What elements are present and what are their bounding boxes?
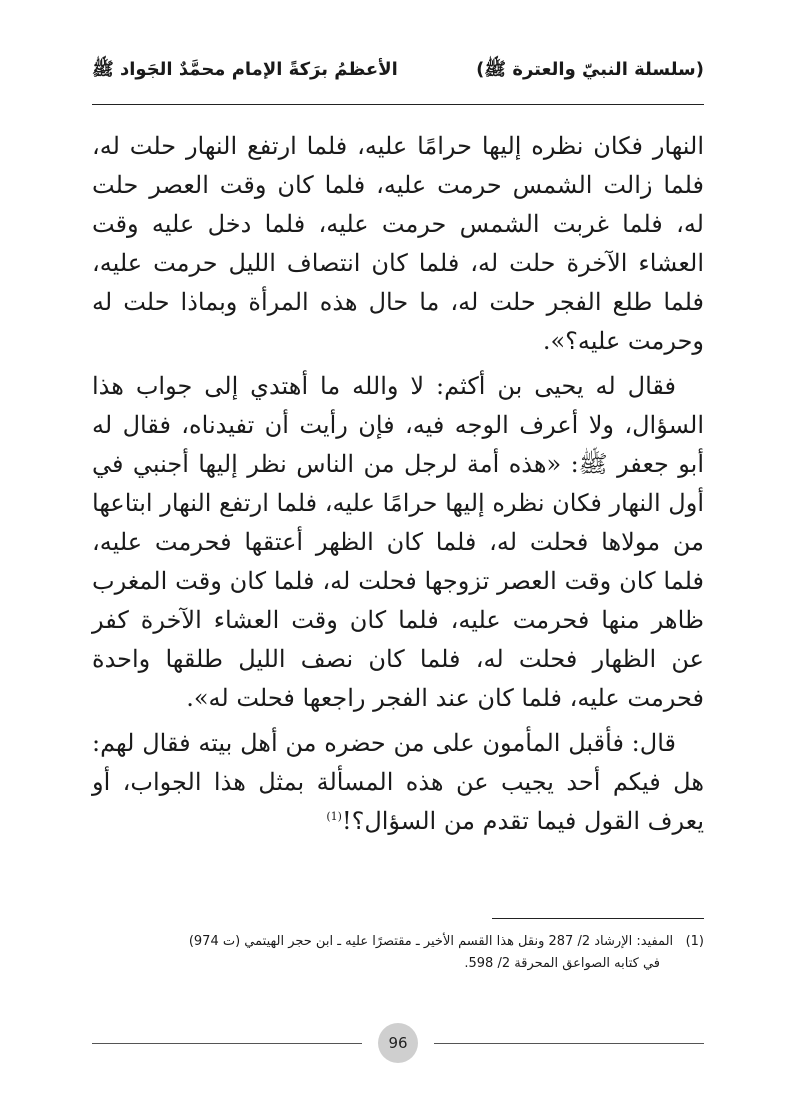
page-footer <box>92 1022 704 1062</box>
paragraph-2: فقال له يحيى بن أكثم: لا والله ما أهتدي إلى جواب هذا السؤال، ولا أعرف الوجه فيه، فإن رأيت أن تفيدناه، فقال له أبو جعفر ﷺ: «هذه أمة لرجل من الناس نظر إليها أجنبي في أول النهار فكان نظره إليها حرامًا عليه، فلما ارتفع النهار ابتاعها من مولاها فحلت له، فلما كان الظهر أعتقها فحرمت عليه، فلما كان وقت العصر تزوجها فحلت له، فلما كان وقت المغرب ظاهر منها فحرمت عليه، فلما كان وقت العشاء الآخرة كفر عن الظهار فحلت له، فلما كان نصف الليل طلقها واحدة فحرمت عليه، فلما كان عند الفجر راجعها فحلت له». <box>92 372 705 712</box>
running-header <box>92 52 704 92</box>
paragraph-1: النهار فكان نظره إليها حرامًا عليه، فلما ارتفع النهار حلت له، فلما زالت الشمس حرمت عليه، فلما كان وقت العصر حلت له، فلما غربت الشمس حرمت عليه، فلما دخل عليه وقت العشاء الآخرة حلت له، فلما كان انتصاف الليل حرمت عليه، فلما طلع الفجر حلت له، ما حال هذه المرأة وبماذا حلت له وحرمت عليه؟». <box>92 132 704 355</box>
main-text <box>92 127 704 847</box>
footnote-line-1 <box>92 931 704 953</box>
footnote-number: (1) <box>685 934 704 949</box>
page-number: 96 <box>378 1023 418 1063</box>
footnote-line-2: في كتابه الصواعق المحرقة 2/ 598. <box>464 956 660 971</box>
paragraph-3-text: قال: فأقبل المأمون على من حضره من أهل بيته فقال لهم: هل فيكم أحد يجيب عن هذه المسألة بمثل هذا الجواب، أو يعرف القول فيما تقدم من السؤال؟! <box>92 729 704 835</box>
footnote-reference: (1) <box>326 810 342 823</box>
header-divider <box>92 104 704 105</box>
footnote <box>92 931 704 975</box>
series-title: (سلسلة النبيّ والعترة ﷺ) <box>476 59 704 80</box>
paragraph-3 <box>92 724 704 841</box>
footer-line-right <box>434 1043 704 1044</box>
footnote-text-1: المفيد: الإرشاد 2/ 287 ونقل هذا القسم الأخير ـ مقتصرًا عليه ـ ابن حجر الهيتمي (ت 974) <box>188 934 674 949</box>
footnote-divider <box>492 918 704 919</box>
book-title: الأعظمُ برَكةً الإمام محمَّدٌ الجَواد ﷺ <box>92 59 398 80</box>
footer-line-left <box>92 1043 362 1044</box>
